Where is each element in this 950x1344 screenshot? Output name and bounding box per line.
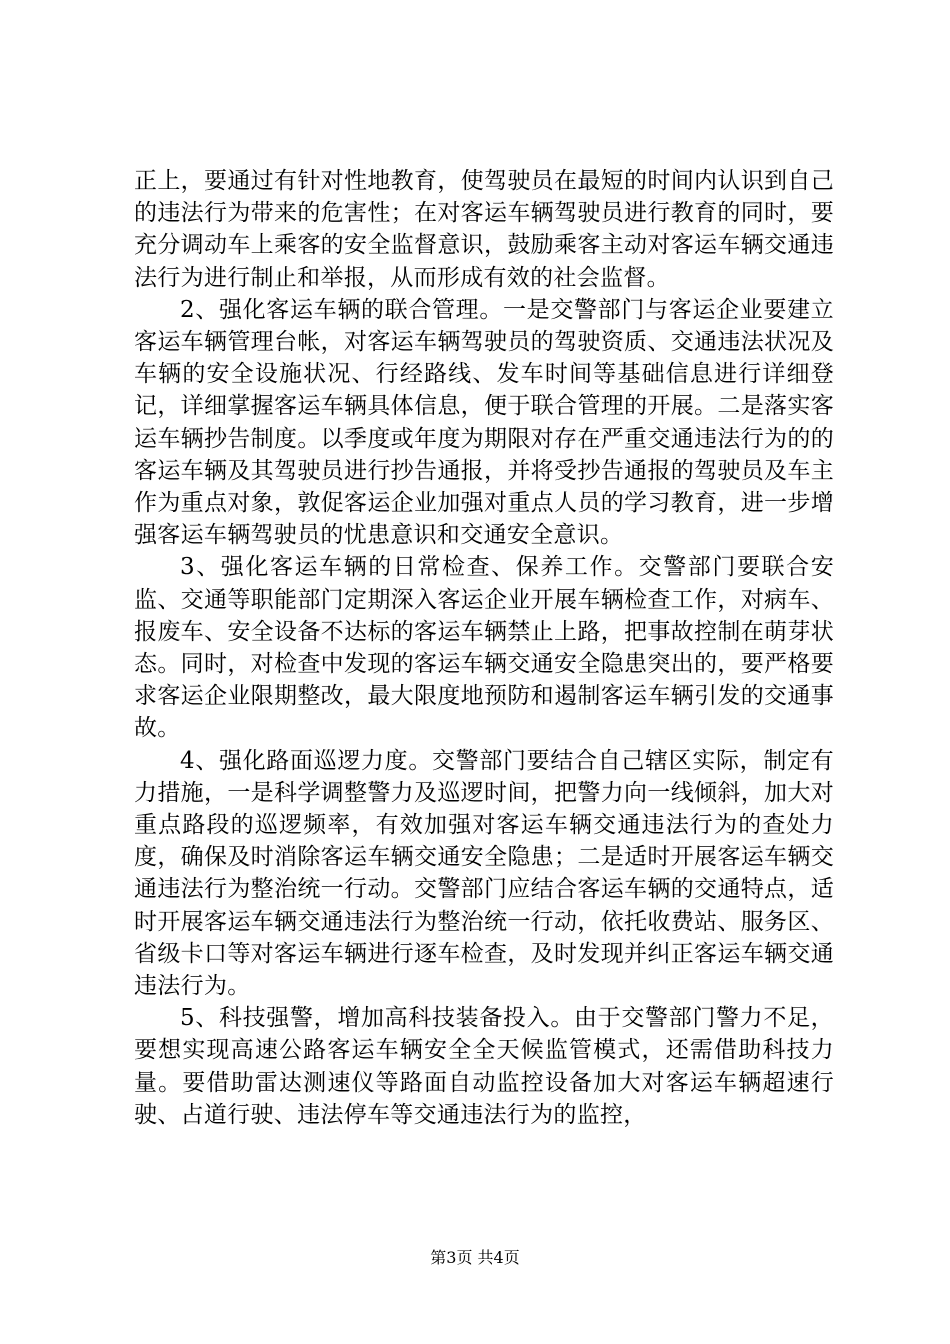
paragraph-item-5: 5、科技强警，增加高科技装备投入。由于交警部门警力不足，要想实现高速公路客运车辆安全全天候监管模式，还需借助科技力量。要借助雷达测速仪等路面自动监控设备加大对客运车辆超速行驶、占道行驶、违法停车等交通违法行为的监控， (134, 1005, 834, 1128)
paragraph-item-2: 2、强化客运车辆的联合管理。一是交警部门与客运企业要建立客运车辆管理台帐，对客运车辆驾驶员的驾驶资质、交通违法状况及车辆的安全设施状况、行经路线、发车时间等基础信息进行详细登记，详细掌握客运车辆具体信息，便于联合管理的开展。二是落实客运车辆抄告制度。以季度或年度为期限对存在严重交通违法行为的的客运车辆及其驾驶员进行抄告通报，并将受抄告通报的驾驶员及车主作为重点对象，敦促客运企业加强对重点人员的学习教育，进一步增强客运车辆驾驶员的忧患意识和交通安全意识。 (134, 296, 834, 549)
paragraph-item-4: 4、强化路面巡逻力度。交警部门要结合自己辖区实际，制定有力措施，一是科学调整警力及巡逻时间，把警力向一线倾斜，加大对重点路段的巡逻频率，有效加强对客运车辆交通违法行为的查处力度，确保及时消除客运车辆交通安全隐患；二是适时开展客运车辆交通违法行为整治统一行动。交警部门应结合客运车辆的交通特点，适时开展客运车辆交通违法行为整治统一行动，依托收费站、服务区、省级卡口等对客运车辆进行逐车检查，及时发现并纠正客运车辆交通违法行为。 (134, 747, 834, 1000)
paragraph-item-3: 3、强化客运车辆的日常检查、保养工作。交警部门要联合安监、交通等职能部门定期深入客运企业开展车辆检查工作，对病车、报废车、安全设备不达标的客运车辆禁止上路，把事故控制在萌芽状态。同时，对检查中发现的客运车辆交通安全隐患突出的，要严格要求客运企业限期整改，最大限度地预防和遏制客运车辆引发的交通事故。 (134, 554, 834, 742)
document-body (134, 165, 834, 1131)
page-number-footer: 第3页 共4页 (430, 1248, 520, 1267)
paragraph-continuation: 正上，要通过有针对性地教育，使驾驶员在最短的时间内认识到自己的违法行为带来的危害性；在对客运车辆驾驶员进行教育的同时，要充分调动车上乘客的安全监督意识，鼓励乘客主动对客运车辆交通违法行为进行制止和举报，从而形成有效的社会监督。 (134, 168, 834, 291)
